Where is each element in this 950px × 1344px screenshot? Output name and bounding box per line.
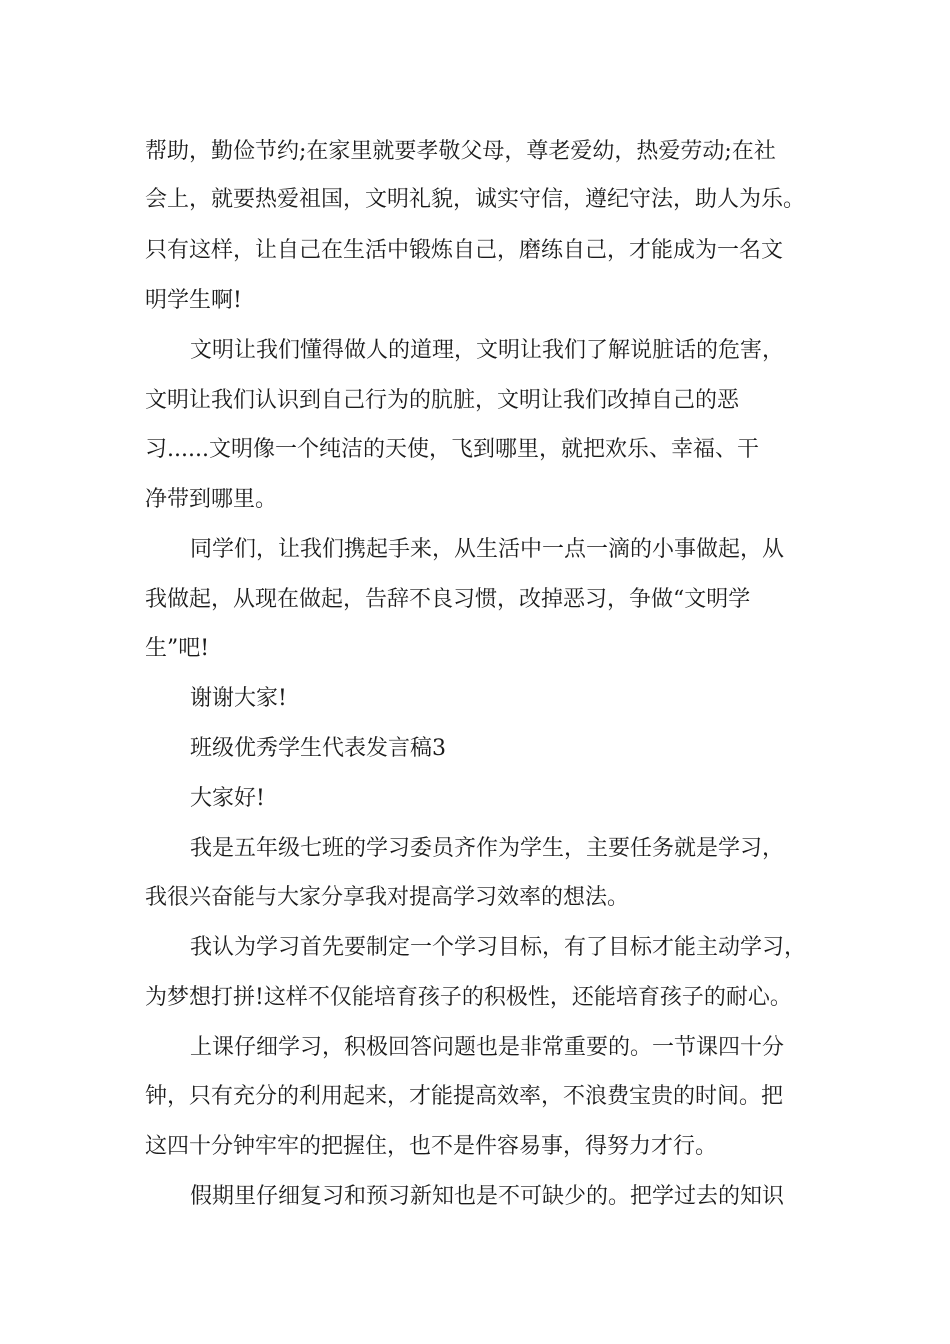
section-title: 班级优秀学生代表发言稿3 [190,736,446,761]
text-line: 习......文明像一个纯洁的天使，飞到哪里，就把欢乐、幸福、干 [145,437,759,462]
text-line: 只有这样，让自己在生活中锻炼自己，磨练自己，才能成为一名文 [145,238,784,263]
text-line: 净带到哪里。 [145,487,278,512]
text-line: 钟，只有充分的利用起来，才能提高效率，不浪费宝贵的时间。把 [145,1084,784,1109]
paragraph-start-line: 假期里仔细复习和预习新知也是不可缺少的。把学过去的知识 [190,1184,785,1209]
text-line: 生”吧! [145,636,210,661]
text-line: 会上，就要热爱祖国，文明礼貌，诚实守信，遵纪守法，助人为乐。 [145,187,806,212]
text-line: 明学生啊! [145,288,242,313]
paragraph-start-line: 我认为学习首先要制定一个学习目标，有了目标才能主动学习， [190,935,807,960]
paragraph-start-line: 我是五年级七班的学习委员齐作为学生，主要任务就是学习， [190,836,785,861]
paragraph-start-line: 文明让我们懂得做人的道理，文明让我们了解说脏话的危害， [190,338,785,363]
text-line: 为梦想打拼!这样不仅能培育孩子的积极性，还能培育孩子的耐心。 [145,985,792,1010]
text-line: 帮助，勤俭节约;在家里就要孝敬父母，尊老爱幼，热爱劳动;在社 [145,139,776,164]
paragraph-start-line: 上课仔细学习，积极回答问题也是非常重要的。一节课四十分 [190,1035,785,1060]
text-line: 文明让我们认识到自己行为的肮脏，文明让我们改掉自己的恶 [145,388,740,413]
text-line: 我做起，从现在做起，告辞不良习惯，改掉恶习，争做“文明学 [145,587,751,612]
text-line: 这四十分钟牢牢的把握住，也不是件容易事，得努力才行。 [145,1134,718,1159]
paragraph-start-line: 同学们，让我们携起手来，从生活中一点一滴的小事做起，从 [190,537,785,562]
text-line: 我很兴奋能与大家分享我对提高学习效率的想法。 [145,885,630,910]
greeting-line: 大家好! [190,786,265,811]
closing-line: 谢谢大家! [190,686,287,711]
